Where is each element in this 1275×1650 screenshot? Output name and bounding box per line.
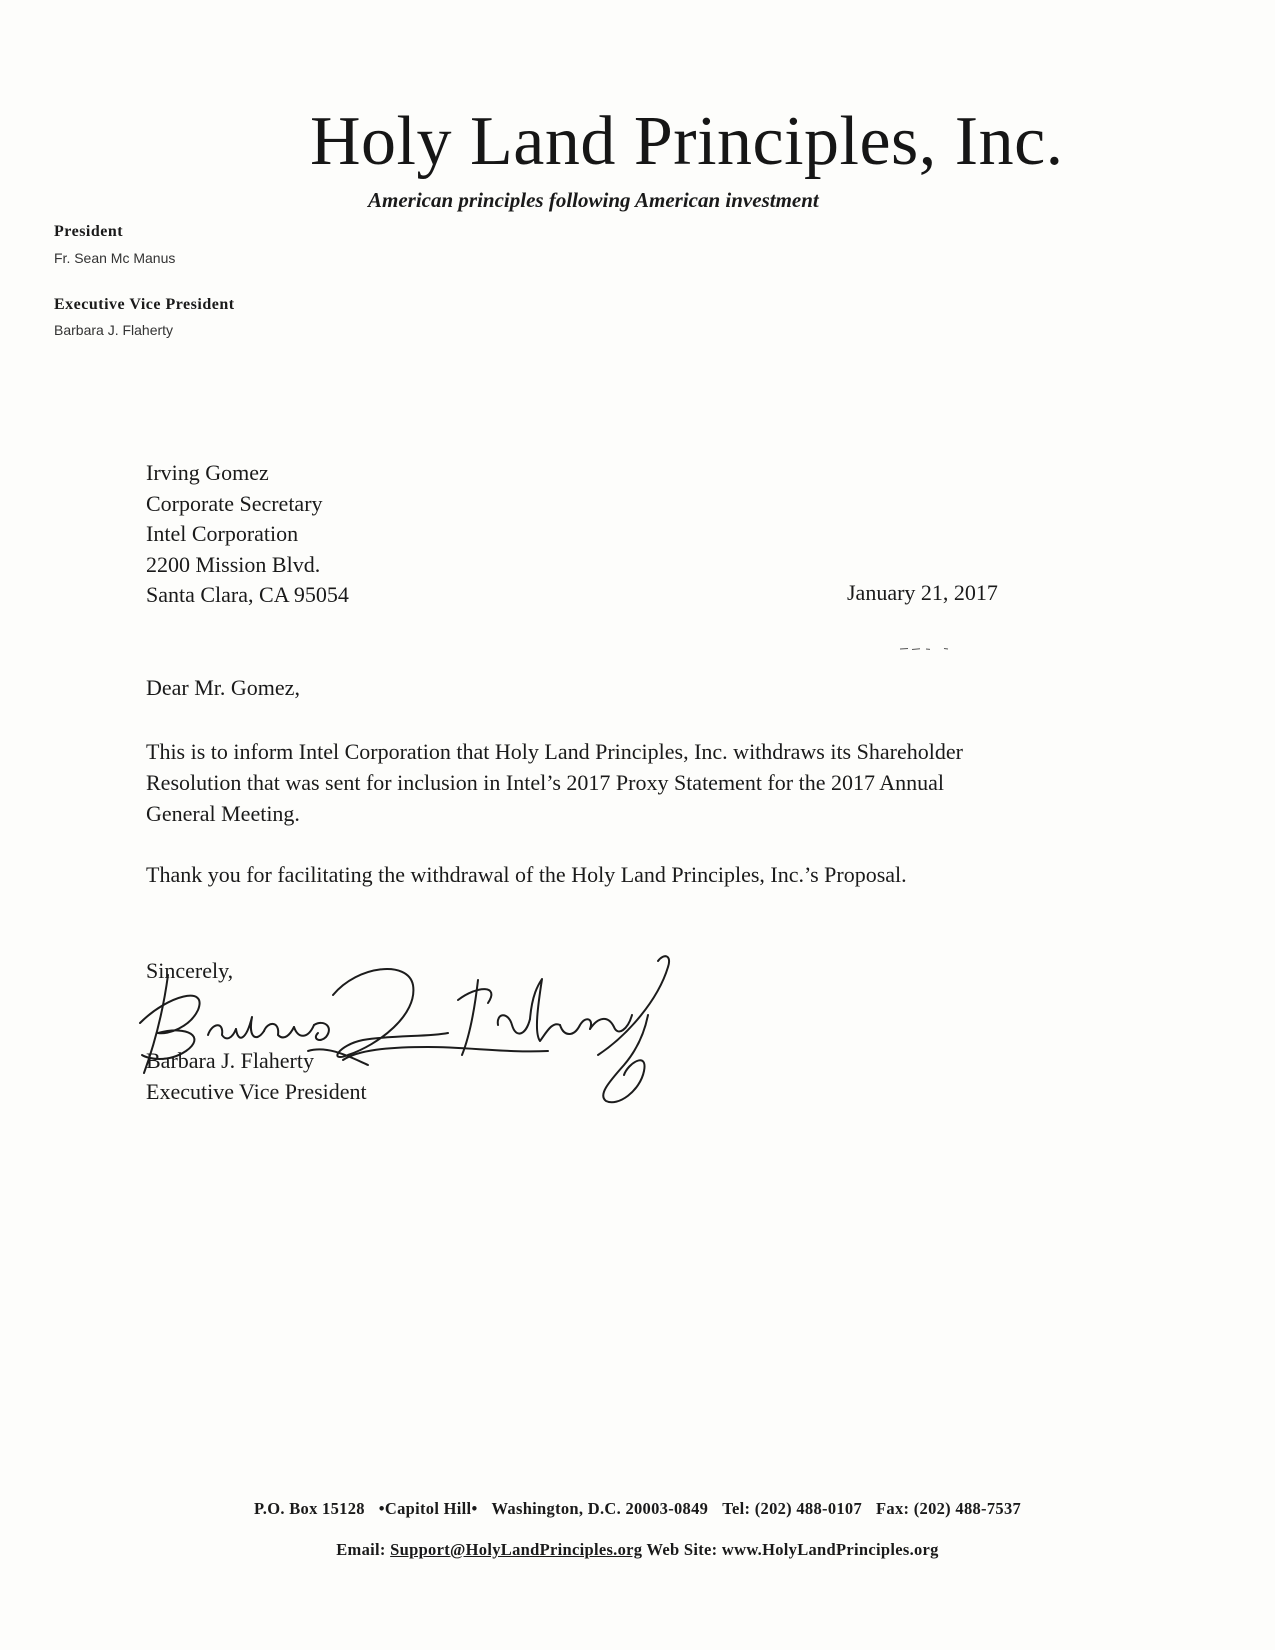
closing: Sincerely, — [146, 958, 234, 983]
officer-title-evp: Executive Vice President — [54, 296, 235, 313]
footer-website-link[interactable]: www.HolyLandPrinciples.org — [721, 1540, 939, 1559]
footer-website-label: Web Site: — [646, 1540, 718, 1559]
signer-title: Executive Vice President — [146, 1079, 367, 1104]
footer-po-box: P.O. Box 15128 — [253, 1499, 365, 1518]
body-line: Resolution that was sent for inclusion in Intel’s 2017 Proxy Statement for the 2017 Annual — [146, 770, 945, 795]
footer-email-label: Email: — [336, 1540, 386, 1559]
footer-city: Washington, D.C. 20003-0849 — [491, 1499, 709, 1518]
recipient-company: Intel Corporation — [146, 521, 299, 546]
footer-fax: Fax: (202) 488-7537 — [876, 1499, 1022, 1518]
officer-name-president: Fr. Sean Mc Manus — [54, 250, 176, 266]
salutation: Dear Mr. Gomez, — [146, 675, 300, 700]
recipient-street: 2200 Mission Blvd. — [146, 551, 321, 577]
footer-web-line — [0, 1540, 1275, 1560]
recipient-name: Irving Gomez — [146, 460, 269, 485]
recipient-title: Corporate Secretary — [146, 490, 323, 516]
footer-tel: Tel: (202) 488-0107 — [722, 1499, 863, 1518]
footer-email-link[interactable]: Support@HolyLandPrinciples.org — [390, 1540, 643, 1559]
officer-title-president: President — [54, 223, 124, 240]
footer-contact-line — [0, 1499, 1275, 1519]
letterhead-tagline: American principles following American investment — [368, 188, 819, 212]
footer-area: •Capitol Hill• — [378, 1499, 478, 1518]
recipient-city: Santa Clara, CA 95054 — [146, 582, 349, 607]
body-line: This is to inform Intel Corporation that Holy Land Principles, Inc. withdraws its Shareholder — [146, 739, 963, 764]
body-paragraph-1 — [146, 736, 1091, 829]
officer-name-evp: Barbara J. Flaherty — [54, 322, 174, 338]
letter-date: January 21, 2017 — [847, 580, 998, 605]
recipient-address — [146, 458, 349, 611]
scan-speck-mark — [900, 647, 952, 651]
signer-name: Barbara J. Flaherty — [146, 1048, 314, 1073]
body-line: General Meeting. — [146, 801, 300, 826]
letterhead-org-name: Holy Land Principles, Inc. — [310, 103, 1064, 180]
body-paragraph-2: Thank you for facilitating the withdrawal of the Holy Land Principles, Inc.’s Proposal. — [146, 862, 907, 887]
